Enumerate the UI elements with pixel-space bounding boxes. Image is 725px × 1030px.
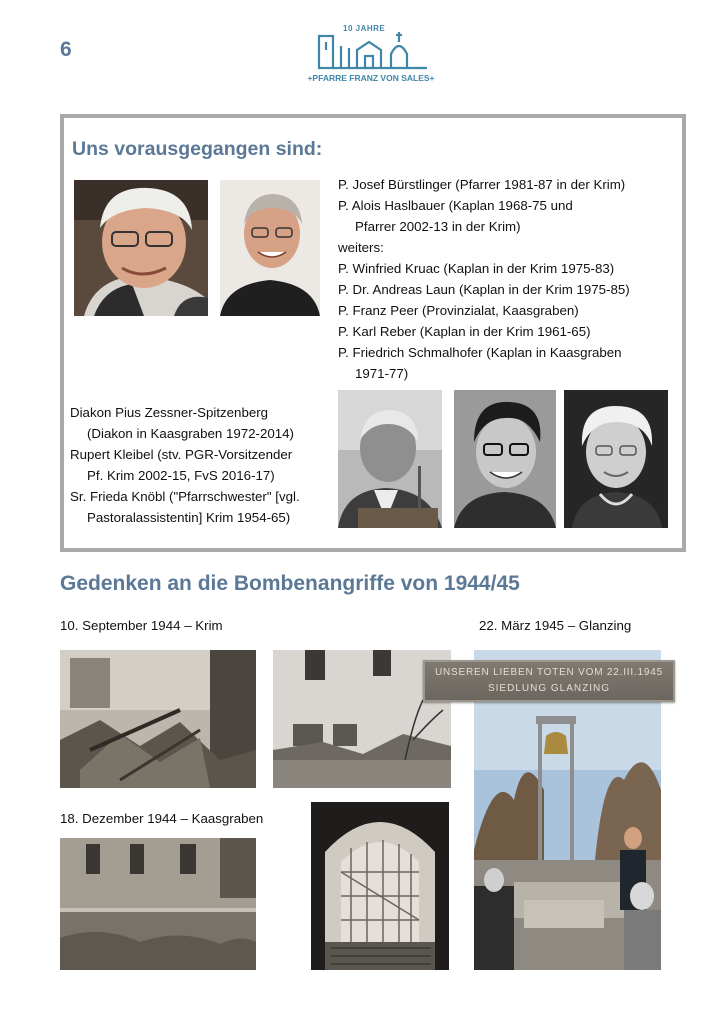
clergy-list: [338, 174, 678, 384]
caption-glanzing: 22. März 1945 – Glanzing: [479, 618, 632, 633]
others-list: [70, 402, 300, 528]
clergy-line: P. Alois Haslbauer (Kaplan 1968-75 und: [338, 198, 573, 213]
caption-kaasgraben: 18. Dezember 1944 – Kaasgraben: [60, 811, 264, 826]
portrait-photo-2: [220, 180, 320, 316]
church-skyline-icon: [305, 30, 437, 74]
plaque-line-2: SIEDLUNG GLANZING: [487, 683, 611, 694]
portrait-photo-4: [454, 390, 556, 528]
clergy-line: P. Karl Reber (Kaplan in der Krim 1961-65): [338, 324, 591, 339]
kaasgraben-ruins-photo-1: [60, 838, 256, 970]
others-line: Diakon Pius Zessner-Spitzenberg: [70, 405, 269, 420]
others-line: (Diakon in Kaasgraben 1972-2014): [87, 426, 294, 441]
plaque-line-1: UNSEREN LIEBEN TOTEN VOM 22.III.1945: [435, 667, 663, 678]
logo-anniversary-text: 10 JAHRE: [343, 24, 386, 33]
others-line: Sr. Frieda Knöbl ("Pfarrschwester" [vgl.: [70, 489, 300, 504]
portrait-photo-1: [74, 180, 208, 316]
memorial-heading: Uns vorausgegangen sind:: [72, 138, 323, 160]
logo-parish-name: +PFARRE FRANZ VON SALES+: [307, 73, 435, 83]
clergy-line: weiters:: [338, 240, 384, 255]
clergy-line: Pfarrer 2002-13 in der Krim): [355, 219, 521, 234]
caption-krim: 10. September 1944 – Krim: [60, 618, 223, 633]
clergy-line: P. Winfried Kruac (Kaplan in der Krim 1975-83): [338, 261, 615, 276]
others-line: Pastoralassistentin] Krim 1954-65): [87, 510, 291, 525]
portrait-photo-3: [338, 390, 442, 528]
memorial-plaque: [423, 660, 675, 702]
page-number: 6: [60, 38, 72, 61]
parish-logo: [305, 22, 437, 88]
others-line: Pf. Krim 2002-15, FvS 2016-17): [87, 468, 275, 483]
clergy-line: 1971-77): [355, 366, 409, 381]
others-line: Rupert Kleibel (stv. PGR-Vorsitzender: [70, 447, 293, 462]
portrait-photo-5: [564, 390, 668, 528]
clergy-line: P. Josef Bürstlinger (Pfarrer 1981-87 in der Krim): [338, 177, 626, 192]
kaasgraben-church-interior-photo: [311, 802, 449, 970]
bombing-section-heading: Gedenken an die Bombenangriffe von 1944/45: [60, 572, 520, 595]
clergy-line: P. Franz Peer (Provinzialat, Kaasgraben): [338, 303, 579, 318]
memorial-box: [60, 114, 686, 552]
krim-ruins-photo-1: [60, 650, 256, 788]
clergy-line: P. Dr. Andreas Laun (Kaplan in der Krim 1975-85): [338, 282, 630, 297]
clergy-line: P. Friedrich Schmalhofer (Kaplan in Kaasgraben: [338, 345, 622, 360]
